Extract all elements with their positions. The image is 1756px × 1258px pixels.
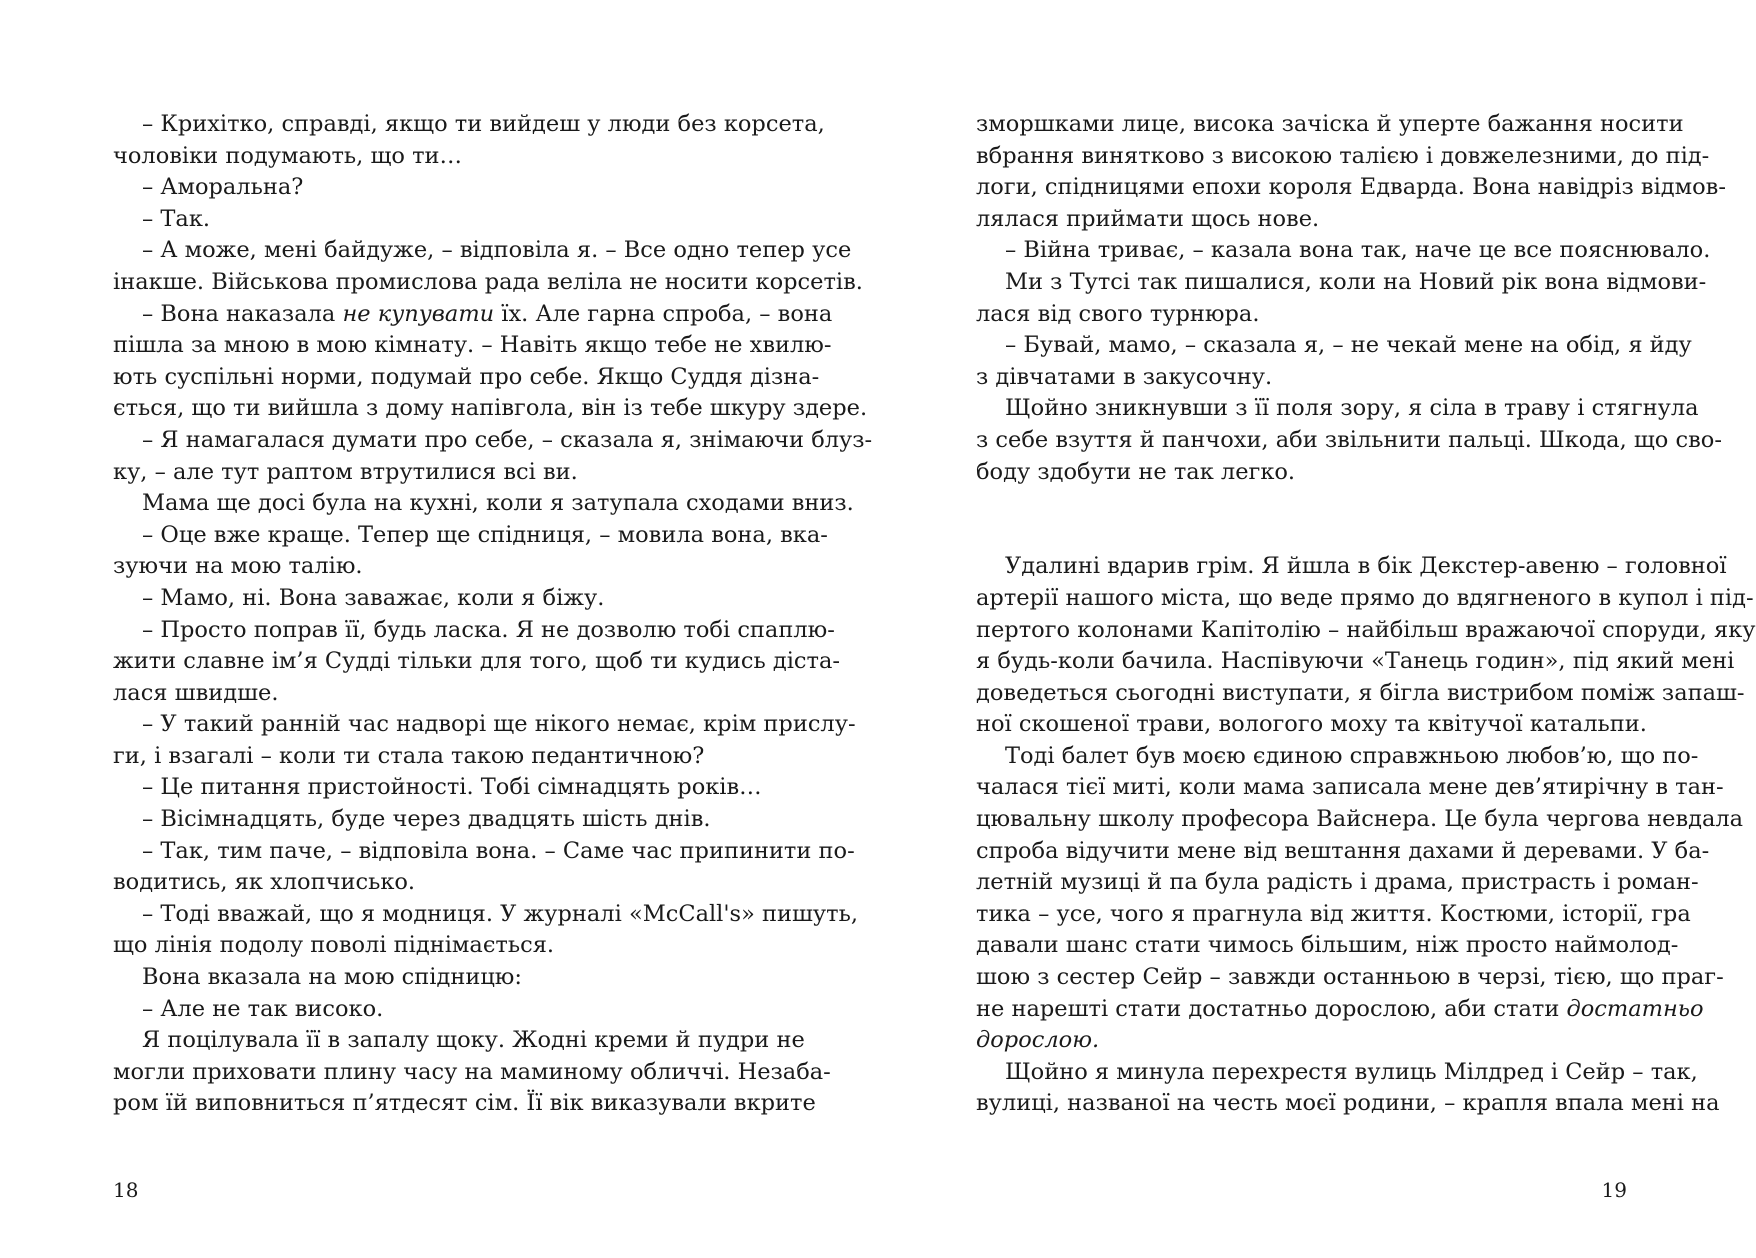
text-line: – Я намагалася думати про себе, – сказала я, знімаючи блуз- bbox=[142, 426, 873, 453]
text-line: я будь-коли бачила. Наспівуючи «Танець годин», під який мені bbox=[976, 648, 1735, 675]
text-line: Вона вказала на мою спідницю: bbox=[142, 964, 522, 991]
text-line: ної скошеної трави, вологого моху та квітучої катальпи. bbox=[976, 711, 1647, 738]
text-line: Тоді балет був моєю єдиною справжньою любов’ю, що по- bbox=[1005, 742, 1699, 769]
text-line: ють суспільні норми, подумай про себе. Якщо Суддя дізна- bbox=[113, 363, 820, 390]
text-line: могли приховати плину часу на маминому обличчі. Незаба- bbox=[113, 1058, 831, 1085]
italic-text: не купувати bbox=[342, 300, 495, 327]
text-line: доведеться сьогодні виступати, я бігла вистрибом поміж запаш- bbox=[976, 679, 1745, 706]
text-line: Щойно я минула перехрестя вулиць Мілдред і Сейр – так, bbox=[1005, 1058, 1698, 1085]
text-line: – Війна триває, – казала вона так, наче це все пояснювало. bbox=[1005, 237, 1711, 264]
text-line: ги, і взагалі – коли ти стала такою педантичною? bbox=[113, 742, 705, 769]
text-line: – Але не так високо. bbox=[142, 995, 384, 1022]
text-line bbox=[976, 1025, 1632, 1057]
text-line: пішла за мною в мою кімнату. – Навіть якщо тебе не хвилю- bbox=[113, 332, 832, 359]
text-line: логи, спідницями епохи короля Едварда. Вона навідріз відмов- bbox=[976, 174, 1726, 201]
text-line: лася швидше. bbox=[113, 679, 279, 706]
text-line: давали шанс стати чимось більшим, ніж просто наймолод- bbox=[976, 932, 1679, 959]
text-line: пертого колонами Капітолію – найбільш вражаючої споруди, яку bbox=[976, 616, 1756, 643]
text-line: – Тоді вважай, що я модниця. У журналі «McCall's» пишуть, bbox=[142, 900, 859, 927]
text-line: Я поцілувала її в запалу щоку. Жодні креми й пудри не bbox=[142, 1027, 805, 1054]
text-line: вулиці, названої на честь моєї родини, – крапля впала мені на bbox=[976, 1090, 1720, 1117]
text-line: Удалині вдарив грім. Я йшла в бік Декстер-авеню – головної bbox=[1005, 553, 1727, 580]
text-line: шою з сестер Сейр – завжди останньою в черзі, тією, що праг- bbox=[976, 964, 1724, 991]
text-line: що лінія подолу поволі піднімається. bbox=[113, 932, 555, 959]
text-line: зуючи на мою талію. bbox=[113, 553, 363, 580]
text-line: ром їй виповниться п’ятдесят сім. Її вік виказували вкрите bbox=[113, 1090, 816, 1117]
text-line: – Крихітко, справді, якщо ти вийдеш у люди без корсета, bbox=[142, 111, 825, 137]
text-line: зморшками лице, висока зачіска й уперте бажання носити bbox=[976, 111, 1684, 137]
page-number-right: 19 bbox=[1601, 1178, 1627, 1202]
text-line: – Так, тим паче, – відповіла вона. – Саме час припинити по- bbox=[142, 837, 855, 864]
text-line: ку, – але тут раптом втрутилися всі ви. bbox=[113, 458, 578, 485]
text-line: тика – усе, чого я прагнула від життя. Костюми, історії, гра bbox=[976, 900, 1691, 927]
text-line: боду здобути не так легко. bbox=[976, 458, 1296, 485]
text-line: – Оце вже краще. Тепер ще спідниця, – мовила вона, вка- bbox=[142, 521, 828, 548]
text-line: летній музиці й па була радість і драма, пристрасть і роман- bbox=[976, 869, 1699, 896]
text-line: артерії нашого міста, що веде прямо до вдягненого в купол і під- bbox=[976, 584, 1754, 611]
text-fragment: їх. Але гарна спроба, – вона bbox=[494, 300, 833, 327]
text-line: – Це питання пристойності. Тобі сімнадцять років… bbox=[142, 774, 762, 801]
text-line: з дівчатами в закусочну. bbox=[976, 363, 1273, 390]
text-line: – Аморальна? bbox=[142, 174, 304, 201]
text-line: лялася приймати щось нове. bbox=[976, 205, 1320, 232]
italic-text: достатньо bbox=[1566, 995, 1704, 1022]
text-line: – У такий ранній час надворі ще нікого немає, крім прислу- bbox=[142, 711, 856, 738]
text-line: чоловіки подумають, що ти… bbox=[113, 142, 463, 169]
text-line: вбрання винятково з високою талією і довжелезними, до під- bbox=[976, 142, 1710, 169]
text-line: цювальну школу професора Вайснера. Це була чергова невдала bbox=[976, 806, 1744, 833]
text-line bbox=[976, 488, 1632, 520]
text-line bbox=[113, 299, 833, 331]
text-line: ється, що ти вийшла з дому напівгола, він із тебе шкуру здере. bbox=[113, 395, 868, 422]
text-fragment: не нарешті стати достатньо дорослою, аби стати bbox=[976, 995, 1567, 1022]
text-line: водитись, як хлопчисько. bbox=[113, 869, 416, 896]
right-page-text bbox=[976, 109, 1756, 1120]
text-fragment: – Вона наказала bbox=[142, 300, 343, 327]
text-line: – Вісімнадцять, буде через двадцять шість днів. bbox=[142, 806, 711, 833]
text-line: Щойно зникнувши з її поля зору, я сіла в траву і стягнула bbox=[1005, 395, 1699, 422]
text-line: – Так. bbox=[142, 205, 211, 232]
text-line: – Просто поправ її, будь ласка. Я не дозволю тобі спаплю- bbox=[142, 616, 835, 643]
italic-text: дорослою. bbox=[976, 1027, 1100, 1054]
text-line: – Бувай, мамо, – сказала я, – не чекай мене на обід, я йду bbox=[1005, 332, 1692, 359]
text-line: з себе взуття й панчохи, аби звільнити пальці. Шкода, що сво- bbox=[976, 426, 1722, 453]
text-line: – А може, мені байдуже, – відповіла я. – Все одно тепер усе bbox=[142, 237, 852, 264]
text-line: Мама ще досі була на кухні, коли я затупала сходами вниз. bbox=[142, 490, 854, 517]
page-number-left: 18 bbox=[113, 1178, 139, 1202]
text-line: – Мамо, ні. Вона заважає, коли я біжу. bbox=[142, 584, 605, 611]
text-line: інакше. Військова промислова рада веліла не носити корсетів. bbox=[113, 268, 863, 295]
text-line: Ми з Тутсі так пишалися, коли на Новий рік вона відмови- bbox=[1005, 268, 1707, 295]
text-line: жити славне ім’я Судді тільки для того, щоб ти кудись діста- bbox=[113, 648, 840, 675]
text-line bbox=[976, 994, 1704, 1026]
text-line: лася від свого турнюра. bbox=[976, 300, 1260, 327]
text-line: чалася тієї миті, коли мама записала мене дев’ятирічну в тан- bbox=[976, 774, 1724, 801]
text-line bbox=[976, 520, 1632, 552]
text-line: спроба відучити мене від вештання дахами й деревами. У ба- bbox=[976, 837, 1710, 864]
left-page-text bbox=[113, 109, 873, 1120]
